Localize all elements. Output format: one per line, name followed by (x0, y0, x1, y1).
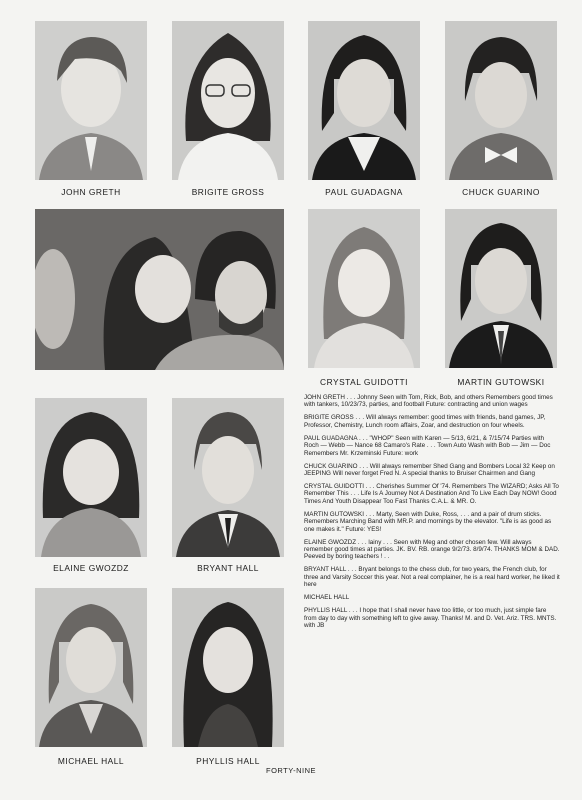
bio-text: . . . "WHOP" Seen with Karen — 5/13, 6/21, & 7/15/74 Parties with Roch — Webb — Nance 68 Camaro's Rate . . . Town Auto Wash with Bob — Jim — Doc Remembers Mr. Krzeminski Future: work (304, 434, 551, 457)
photo-martin-gutowski (445, 209, 557, 368)
caption-brigite-gross: BRIGITE GROSS (191, 187, 265, 197)
portrait-silhouette (172, 398, 284, 557)
bio-brigite-gross (304, 414, 560, 429)
caption-bryant-hall: BRYANT HALL (197, 563, 259, 573)
bio-text: . . . Will always remember: good times with friends, band games, JP, Professor, Chemistry, Lunch room affairs, Zoar, and destruction on four wheels. (304, 414, 546, 429)
bio-martin-gutowski (304, 511, 560, 533)
portrait-silhouette (35, 21, 147, 180)
bio-text: . . . Will always remember Shed Gang and Bombers Local 32 Keep on JEEPING Will never forget Fred N. A special thanks to Bruiser Chairmen and Gang (304, 462, 555, 478)
caption-elaine-gwozdz: ELAINE GWOZDZ (53, 563, 129, 573)
caption-martin-gutowski: MARTIN GUTOWSKI (457, 377, 545, 387)
caption-john-greth: JOHN GRETH (61, 187, 121, 197)
caption-phyllis-hall: PHYLLIS HALL (196, 756, 260, 766)
candid-silhouette (35, 209, 284, 370)
portrait-silhouette (172, 588, 284, 747)
photo-phyllis-hall (172, 588, 284, 747)
bio-text: . . . lainy . . . Seen with Meg and other chosen few. Will always remember good times at parties. JK. BV. RB. orange 9/2/73. 8/9/74. THANKS MOM & DAD. Peeved by boring teachers ! . . (304, 538, 560, 561)
bio-text: . . . Johnny Seen with Tom, Rick, Bob, and others Remembers good times with tankers, 10/23/73, parties, and football Future: contracting and union wages (304, 394, 553, 409)
bio-name: PAUL GUADAGNA (304, 434, 358, 442)
bio-crystal-guidotti (304, 483, 560, 505)
portrait-silhouette (172, 21, 284, 180)
bio-paul-guadagna (304, 435, 560, 457)
bio-name: MARTIN GUTOWSKI (304, 510, 364, 518)
bio-name: PHYLLIS HALL (304, 607, 348, 615)
bio-name: MICHAEL HALL (304, 594, 350, 602)
portrait-silhouette (308, 21, 420, 180)
bio-text: . . . Cherishes Summer Of '74. Remembers The WIZARD; Asks All To Remember This . . . Life Is A Journey Not A Destination And To Live Each Day NOW! Good Times And Youth Disappear Too Fast Thanks C.A.L. & MR. O. (304, 483, 559, 505)
photo-candid-group (35, 209, 284, 370)
portrait-silhouette (445, 21, 557, 180)
bio-text: . . . Bryant belongs to the chess club, for two years, the French club, for three and Varsity Soccer this year. Not a real complainer, he is a real hard worker, he liked it here (304, 566, 560, 589)
bio-phyllis-hall (304, 607, 560, 629)
caption-crystal-guidotti: CRYSTAL GUIDOTTI (320, 377, 408, 387)
caption-chuck-guarino: CHUCK GUARINO (462, 187, 540, 197)
bio-text: . . . Marty, Seen with Duke, Ross, . . . and a pair of drum sticks. Remembers Marching Band with MR.P. and mornings by the elevator. "Life is as good as one makes it." Future: YES! (304, 510, 552, 533)
portrait-silhouette (35, 588, 147, 747)
bio-name: CHUCK GUARINO (304, 462, 358, 470)
bio-chuck-guarino (304, 463, 560, 478)
bio-john-greth (304, 394, 560, 409)
photo-crystal-guidotti (308, 209, 420, 368)
photo-paul-guadagna (308, 21, 420, 180)
page-number: FORTY-NINE (265, 766, 316, 775)
bio-text: . . . I hope that I shall never have too little, or too much, just simple fare from day to day with something left to give away. Thanks! M. and D. Vet. Ariz. TRS. MNTS. with JB (304, 607, 557, 630)
portrait-silhouette (308, 209, 420, 368)
bio-bryant-hall (304, 566, 560, 588)
biography-column (304, 394, 560, 635)
photo-elaine-gwozdz (35, 398, 147, 557)
bio-name: BRIGITE GROSS (304, 414, 354, 422)
bio-name: CRYSTAL GUIDOTTI (304, 483, 365, 491)
photo-chuck-guarino (445, 21, 557, 180)
caption-michael-hall: MICHAEL HALL (57, 756, 125, 766)
photo-michael-hall (35, 588, 147, 747)
portrait-silhouette (35, 398, 147, 557)
portrait-silhouette (445, 209, 557, 368)
bio-elaine-gwozdz (304, 539, 560, 561)
bio-name: ELAINE GWOZDZ (304, 538, 357, 546)
photo-brigite-gross (172, 21, 284, 180)
photo-john-greth (35, 21, 147, 180)
caption-paul-guadagna: PAUL GUADAGNA (325, 187, 403, 197)
bio-name: BRYANT HALL (304, 566, 347, 574)
bio-name: JOHN GRETH (304, 394, 345, 401)
bio-michael-hall (304, 594, 560, 601)
photo-bryant-hall (172, 398, 284, 557)
